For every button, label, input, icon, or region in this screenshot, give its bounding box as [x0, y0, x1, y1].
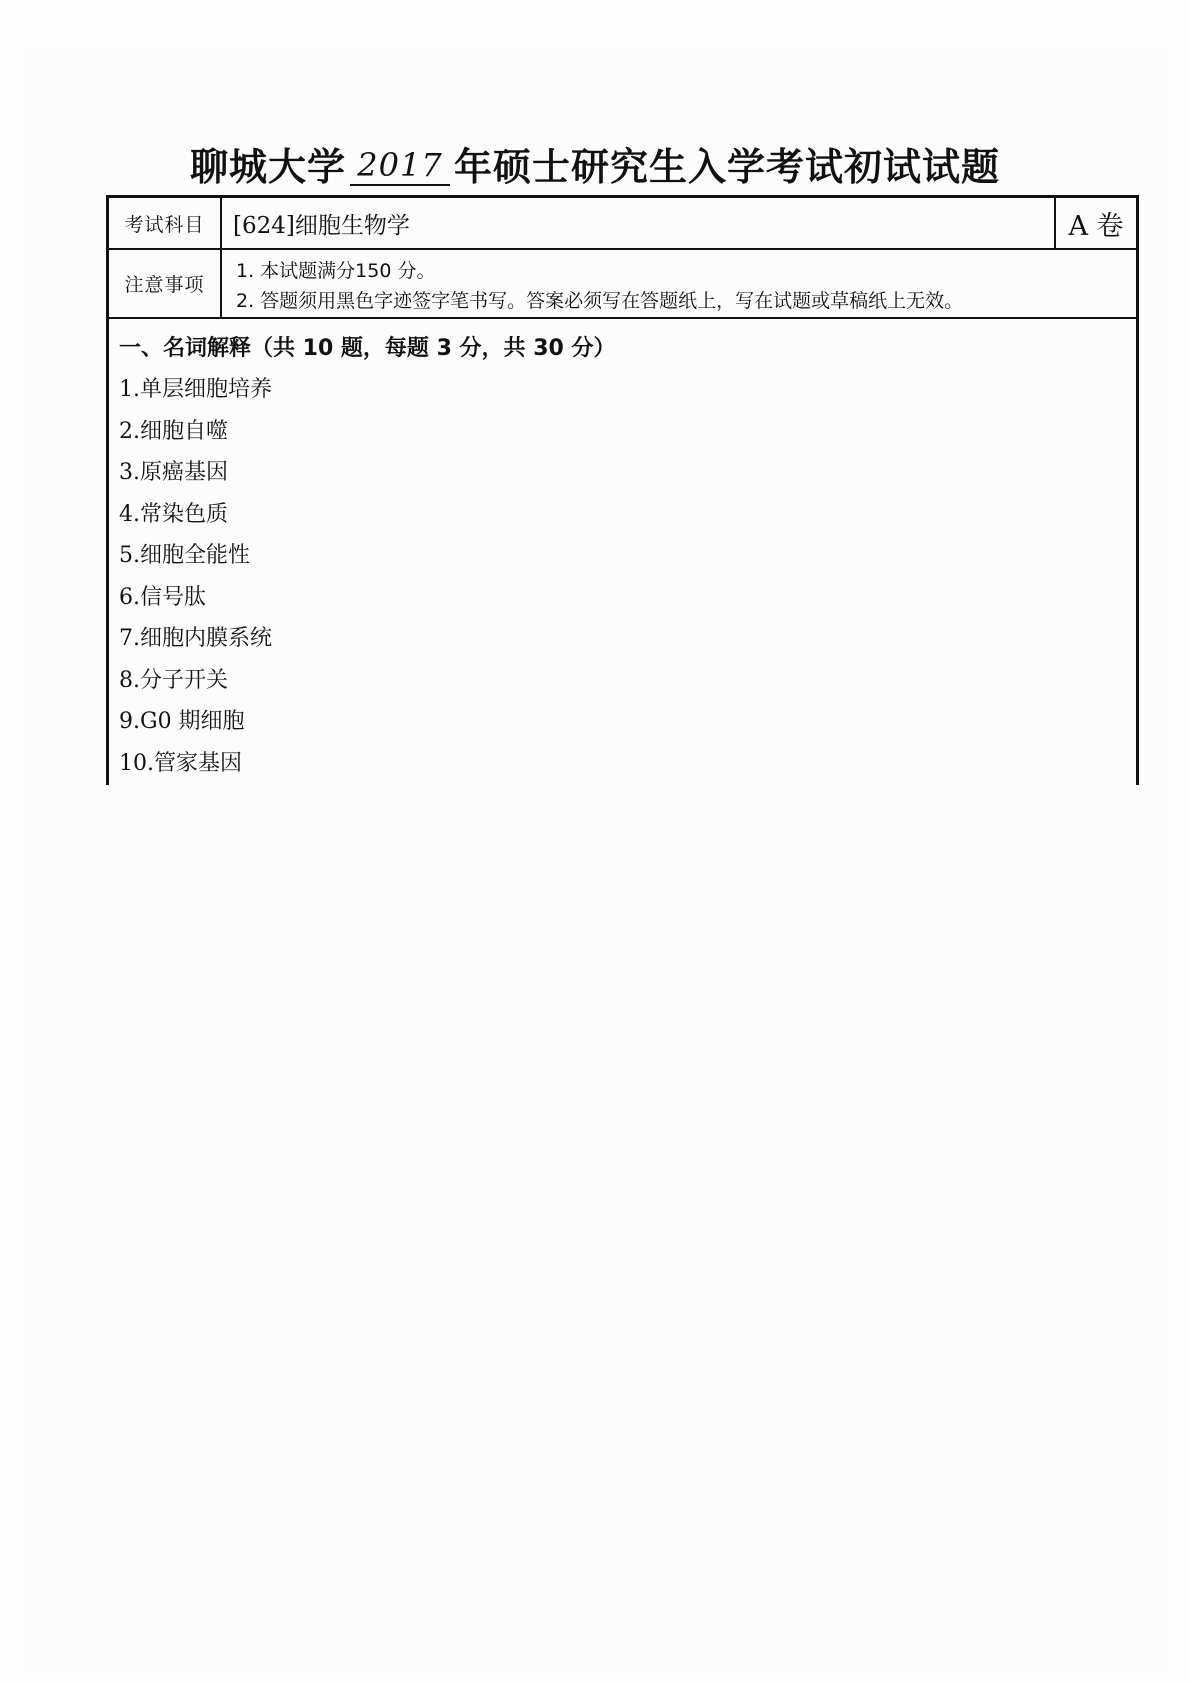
paper-version: A 卷: [1054, 198, 1136, 248]
term-item: 3.原癌基因: [119, 460, 228, 485]
subject-label: 考试科目: [109, 198, 222, 248]
term-item: 10.管家基因: [119, 750, 242, 776]
term-item: 8.分子开关: [119, 667, 228, 693]
note-item: 2. 答题须用黑色字迹签字笔书写。答案必须写在答题纸上，写在试题或草稿纸上无效。: [236, 290, 964, 312]
notes-list: [236, 256, 963, 316]
term-item: 9.G0 期细胞: [119, 709, 245, 734]
subject-row: [109, 198, 1136, 250]
term-item: 2.细胞自噬: [119, 418, 228, 444]
term-list: [119, 369, 272, 784]
handwritten-year: 2017: [350, 146, 450, 186]
title-suffix: 年硕士研究生入学考试初试试题: [454, 145, 1001, 189]
term-item: 4.常染色质: [119, 501, 228, 527]
notes-row: [109, 250, 1136, 319]
term-item: 6.信号肽: [119, 584, 206, 610]
term-item: 5.细胞全能性: [119, 543, 250, 568]
exam-table: [106, 195, 1139, 785]
note-item: 1. 本试题满分150 分。: [236, 260, 436, 282]
page-cutoff: [109, 783, 1139, 785]
title-prefix: 聊城大学: [189, 145, 346, 189]
term-item: 7.细胞内膜系统: [119, 626, 272, 651]
term-item: 1.单层细胞培养: [119, 377, 272, 402]
subject-value: [624]细胞生物学: [233, 212, 410, 239]
notes-label: 注意事项: [109, 250, 222, 317]
section-heading: 一、名词解释（共 10 题，每题 3 分，共 30 分）: [119, 336, 616, 361]
exam-title: [0, 136, 1190, 191]
